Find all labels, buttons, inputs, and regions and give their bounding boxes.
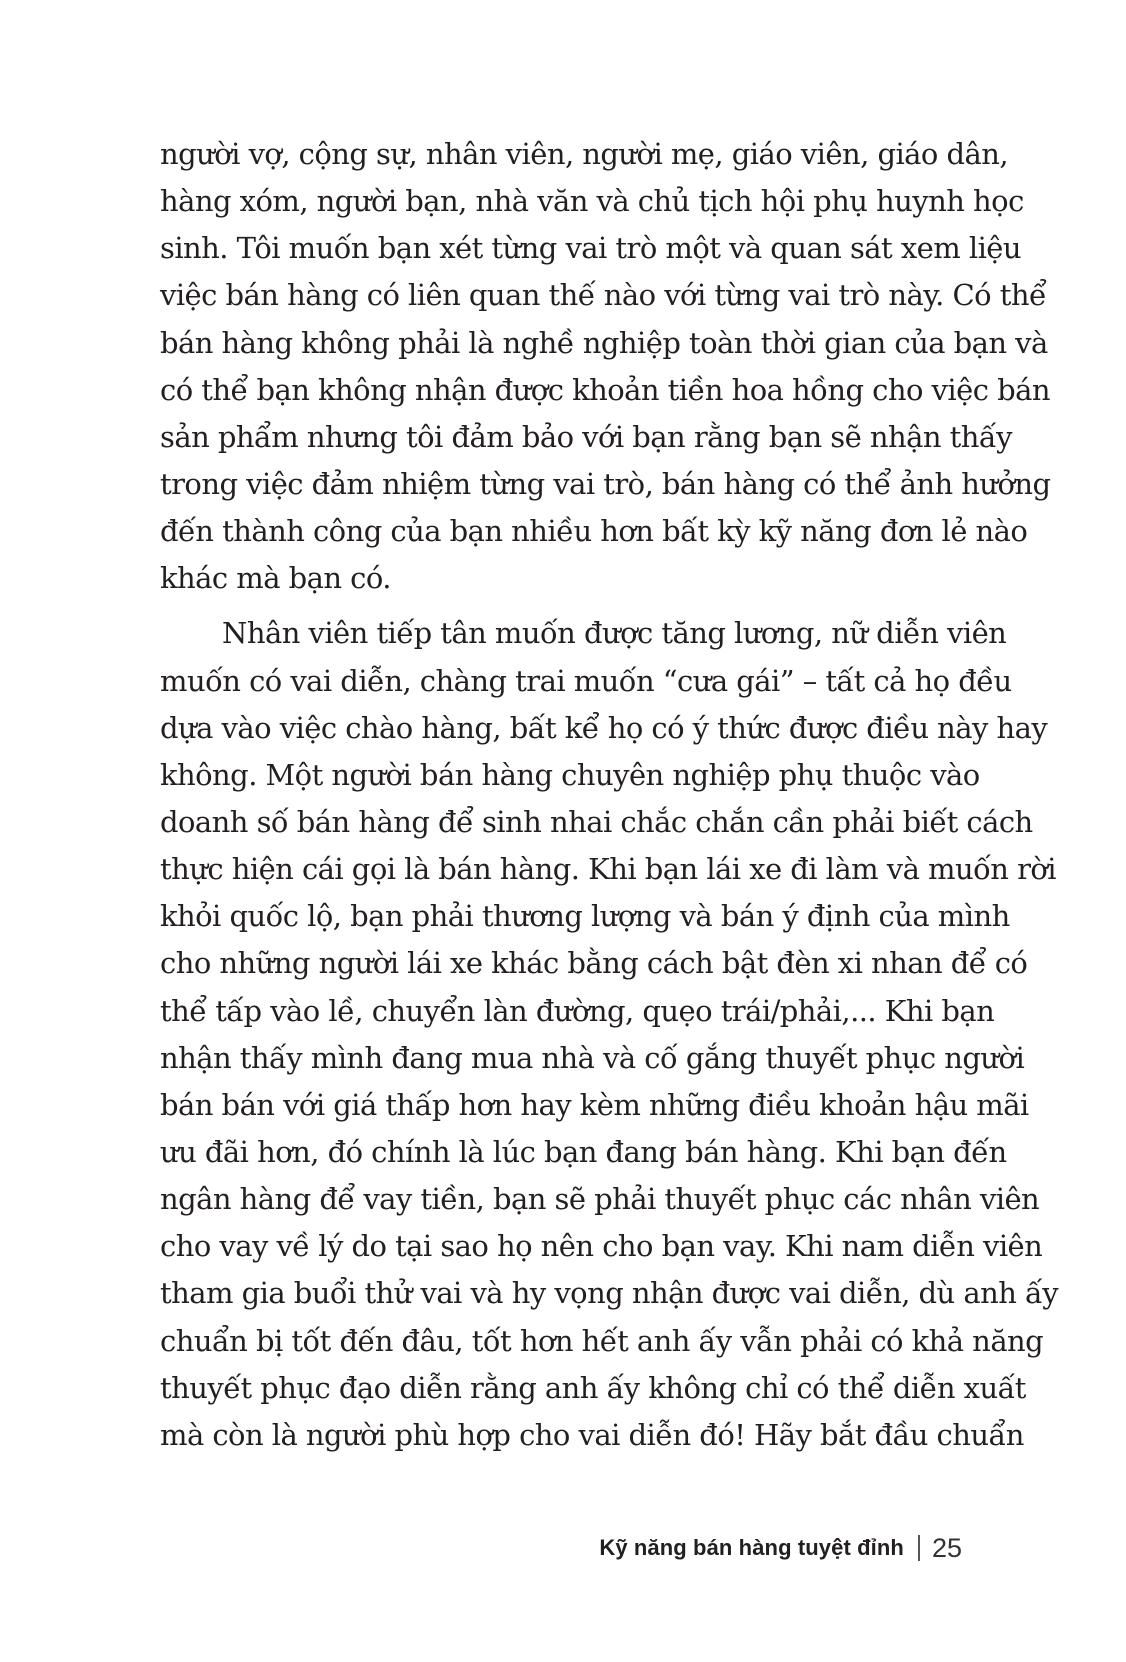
text-line: nhận thấy mình đang mua nhà và cố gắng thuyết phục người	[160, 1040, 1025, 1075]
text-line: mà còn là người phù hợp cho vai diễn đó! Hãy bắt đầu chuẩn	[160, 1417, 1024, 1452]
text-line: có thể bạn không nhận được khoản tiền hoa hồng cho việc bán	[160, 372, 1050, 407]
text-line: trong việc đảm nhiệm từng vai trò, bán hàng có thể ảnh hưởng	[160, 466, 1051, 501]
body-text	[160, 131, 1059, 1459]
text-line: không. Một người bán hàng chuyên nghiệp phụ thuộc vào	[160, 757, 980, 792]
text-line: cho vay về lý do tại sao họ nên cho bạn vay. Khi nam diễn viên	[160, 1229, 1043, 1264]
text-line: chuẩn bị tốt đến đâu, tốt hơn hết anh ấy vẫn phải có khả năng	[160, 1323, 1044, 1358]
paragraph-spacer	[160, 602, 962, 610]
running-footer-title: Kỹ năng bán hàng tuyệt đỉnh	[599, 1535, 904, 1560]
text-line: người vợ, cộng sự, nhân viên, người mẹ, giáo viên, giáo dân,	[160, 137, 1009, 171]
text-line: bán bán với giá thấp hơn hay kèm những điều khoản hậu mãi	[160, 1087, 1029, 1122]
text-line: hàng xóm, người bạn, nhà văn và chủ tịch hội phụ huynh học	[160, 184, 1024, 219]
text-line: ngân hàng để vay tiền, bạn sẽ phải thuyết phục các nhân viên	[160, 1182, 1040, 1217]
text-line: sinh. Tôi muốn bạn xét từng vai trò một và quan sát xem liệu	[160, 231, 1022, 266]
text-line: muốn có vai diễn, chàng trai muốn “cưa gái” – tất cả họ đều	[160, 663, 1012, 698]
paragraph-1	[160, 131, 1051, 602]
text-line: thuyết phục đạo diễn rằng anh ấy không chỉ có thể diễn xuất	[160, 1370, 1026, 1405]
text-line: dựa vào việc chào hàng, bất kể họ có ý thức được điều này hay	[160, 710, 1048, 745]
text-line: doanh số bán hàng để sinh nhai chắc chắn cần phải biết cách	[160, 804, 1033, 839]
text-line: thực hiện cái gọi là bán hàng. Khi bạn lái xe đi làm và muốn rời	[160, 852, 1057, 887]
paragraph-2	[160, 610, 1059, 1459]
page-footer	[599, 1528, 962, 1568]
text-line: sản phẩm nhưng tôi đảm bảo với bạn rằng bạn sẽ nhận thấy	[160, 419, 1012, 454]
page-number: 25	[931, 1532, 962, 1563]
text-line: bán hàng không phải là nghề nghiệp toàn thời gian của bạn và	[160, 325, 1048, 360]
text-line: đến thành công của bạn nhiều hơn bất kỳ kỹ năng đơn lẻ nào	[160, 514, 1028, 549]
text-line: việc bán hàng có liên quan thế nào với từng vai trò này. Có thể	[160, 278, 1047, 313]
text-line: Nhân viên tiếp tân muốn được tăng lương, nữ diễn viên	[222, 616, 1007, 651]
text-line: cho những người lái xe khác bằng cách bật đèn xi nhan để có	[160, 946, 1028, 981]
text-line: khỏi quốc lộ, bạn phải thương lượng và bán ý định của mình	[160, 899, 1010, 934]
text-line: thể tấp vào lề, chuyển làn đường, quẹo trái/phải,... Khi bạn	[160, 993, 995, 1028]
text-line: ưu đãi hơn, đó chính là lúc bạn đang bán hàng. Khi bạn đến	[160, 1134, 1007, 1169]
footer-divider	[918, 1535, 920, 1561]
text-line: tham gia buổi thử vai và hy vọng nhận được vai diễn, dù anh ấy	[160, 1276, 1059, 1311]
text-line: khác mà bạn có.	[160, 561, 391, 596]
